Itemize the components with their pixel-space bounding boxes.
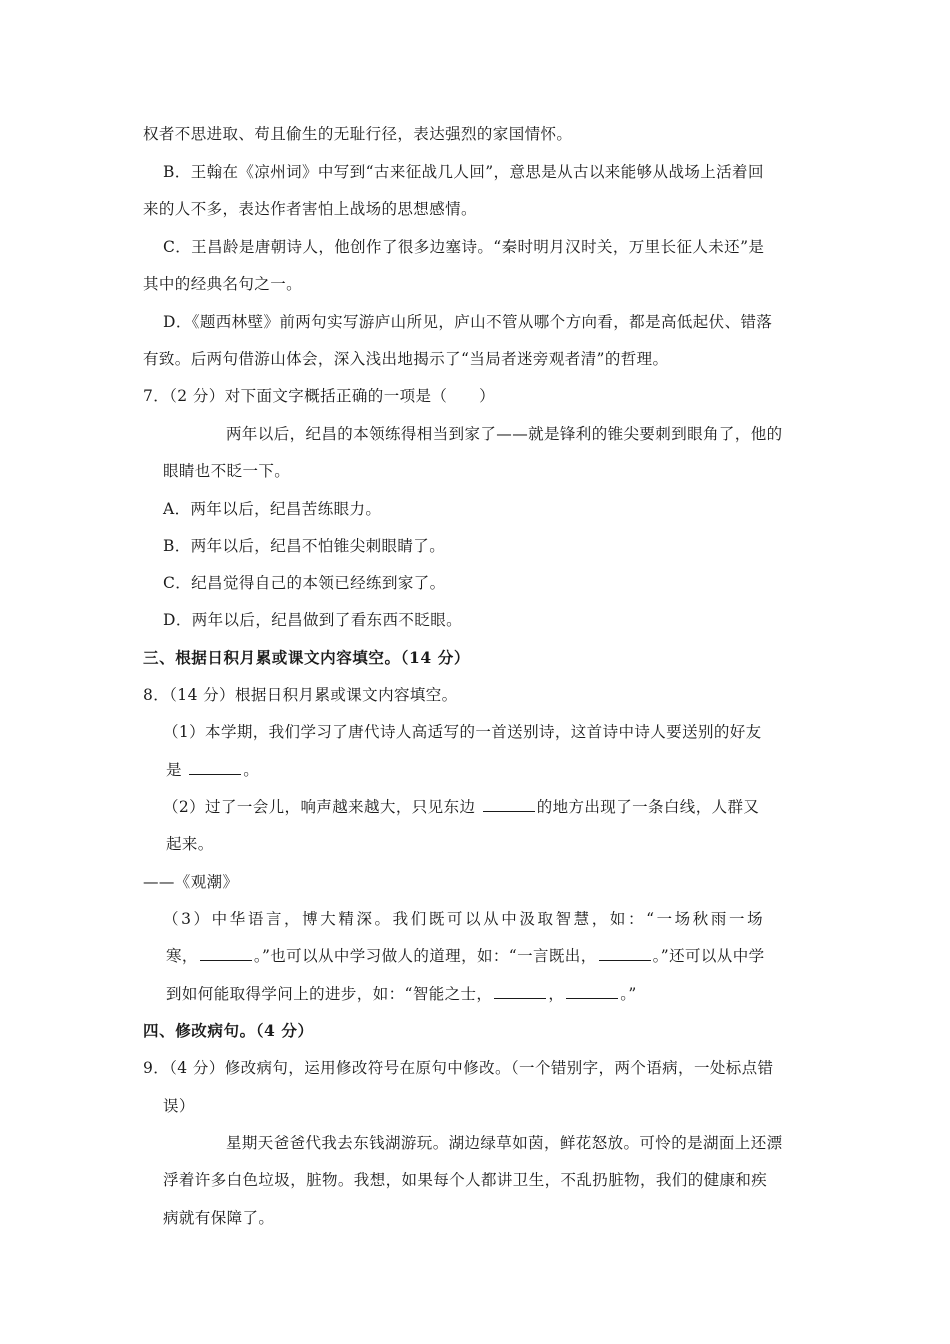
q8-part3-line3 xyxy=(166,984,637,1004)
section-3-heading: 三、根据日积月累或课文内容填空。（14 分） xyxy=(143,648,470,667)
text-fragment: 是 xyxy=(166,761,188,779)
q7-stem: 7．（2 分）对下面文字概括正确的一项是（ ） xyxy=(143,387,496,405)
q6-option-d-line2: 有致。后两句借游山体会，深入浅出地揭示了“当局者迷旁观者清”的哲理。 xyxy=(143,350,669,368)
text-fragment: 。” xyxy=(620,985,637,1003)
q6-option-c-line2: 其中的经典名句之一。 xyxy=(143,275,303,293)
q7-passage-line1: 两年以后，纪昌的本领练得相当到家了——就是锋利的锥尖要刺到眼角了，他的 xyxy=(226,425,783,443)
answer-blank[interactable] xyxy=(483,797,535,812)
q8-part3-line2 xyxy=(166,946,765,966)
text-fragment: 寒， xyxy=(166,947,198,965)
q6-option-a-tail: 权者不思进取、苟且偷生的无耻行径，表达强烈的家国情怀。 xyxy=(143,125,573,143)
answer-blank[interactable] xyxy=(599,946,651,961)
q9-passage-line1: 星期天爸爸代我去东钱湖游玩。湖边绿草如茵，鲜花怒放。可怜的是湖面上还漂 xyxy=(226,1134,783,1152)
q9-passage-line2: 浮着许多白色垃圾，脏物。我想，如果每个人都讲卫生，不乱扔脏物，我们的健康和疾 xyxy=(163,1171,768,1189)
text-fragment: （2）过了一会儿，响声越来越大，只见东边 xyxy=(163,798,481,816)
q9-stem-line2: 误） xyxy=(163,1097,195,1115)
text-fragment: 。 xyxy=(243,761,260,779)
q6-option-d-line1: D．《题西林壁》前两句实写游庐山所见，庐山不管从哪个方向看，都是高低起伏、错落 xyxy=(163,313,773,331)
q8-part1-line2 xyxy=(166,760,259,780)
text-fragment: 。”也可以从中学习做人的道理，如：“一言既出， xyxy=(253,947,597,965)
q8-part2-source: ——《观潮》 xyxy=(143,873,239,891)
q8-part3-line1: （3）中华语言，博大精深。我们既可以从中汲取智慧，如：“一场秋雨一场 xyxy=(163,910,766,928)
q8-stem: 8．（14 分）根据日积月累或课文内容填空。 xyxy=(143,686,458,704)
q6-option-b-line1: B．王翰在《凉州词》中写到“古来征战几人回”，意思是从古以来能够从战场上活着回 xyxy=(163,163,764,181)
q8-part2-line1 xyxy=(163,797,759,817)
q9-passage-line3: 病就有保障了。 xyxy=(163,1209,275,1227)
q7-passage-line2: 眼睛也不眨一下。 xyxy=(163,462,291,480)
text-fragment: 。”还可以从中学 xyxy=(652,947,765,965)
text-fragment: ， xyxy=(548,985,565,1003)
q7-option-d: D．两年以后，纪昌做到了看东西不眨眼。 xyxy=(163,611,463,629)
q6-option-c-line1: C．王昌龄是唐朝诗人，他创作了很多边塞诗。“秦时明月汉时关，万里长征人未还”是 xyxy=(163,238,765,256)
q6-option-b-line2: 来的人不多，表达作者害怕上战场的思想感情。 xyxy=(143,200,477,218)
text-fragment: 到如何能取得学问上的进步，如：“智能之士， xyxy=(166,985,493,1003)
q8-part1-line1: （1）本学期，我们学习了唐代诗人高适写的一首送别诗，这首诗中诗人要送别的好友 xyxy=(163,723,762,741)
section-4-heading: 四、修改病句。（4 分） xyxy=(143,1021,314,1040)
q8-part2-line2: 起来。 xyxy=(166,835,214,853)
q7-option-a: A．两年以后，纪昌苦练眼力。 xyxy=(163,500,382,518)
q7-option-c: C．纪昌觉得自己的本领已经练到家了。 xyxy=(163,574,446,592)
answer-blank[interactable] xyxy=(566,984,618,999)
answer-blank[interactable] xyxy=(200,946,252,961)
answer-blank[interactable] xyxy=(189,760,241,775)
q9-stem-line1: 9．（4 分）修改病句，运用修改符号在原句中修改。（一个错别字，两个语病，一处标点错 xyxy=(143,1059,774,1077)
text-fragment: 的地方出现了一条白线，人群又 xyxy=(536,798,760,816)
q7-option-b: B．两年以后，纪昌不怕锥尖刺眼睛了。 xyxy=(163,537,446,555)
answer-blank[interactable] xyxy=(494,984,546,999)
